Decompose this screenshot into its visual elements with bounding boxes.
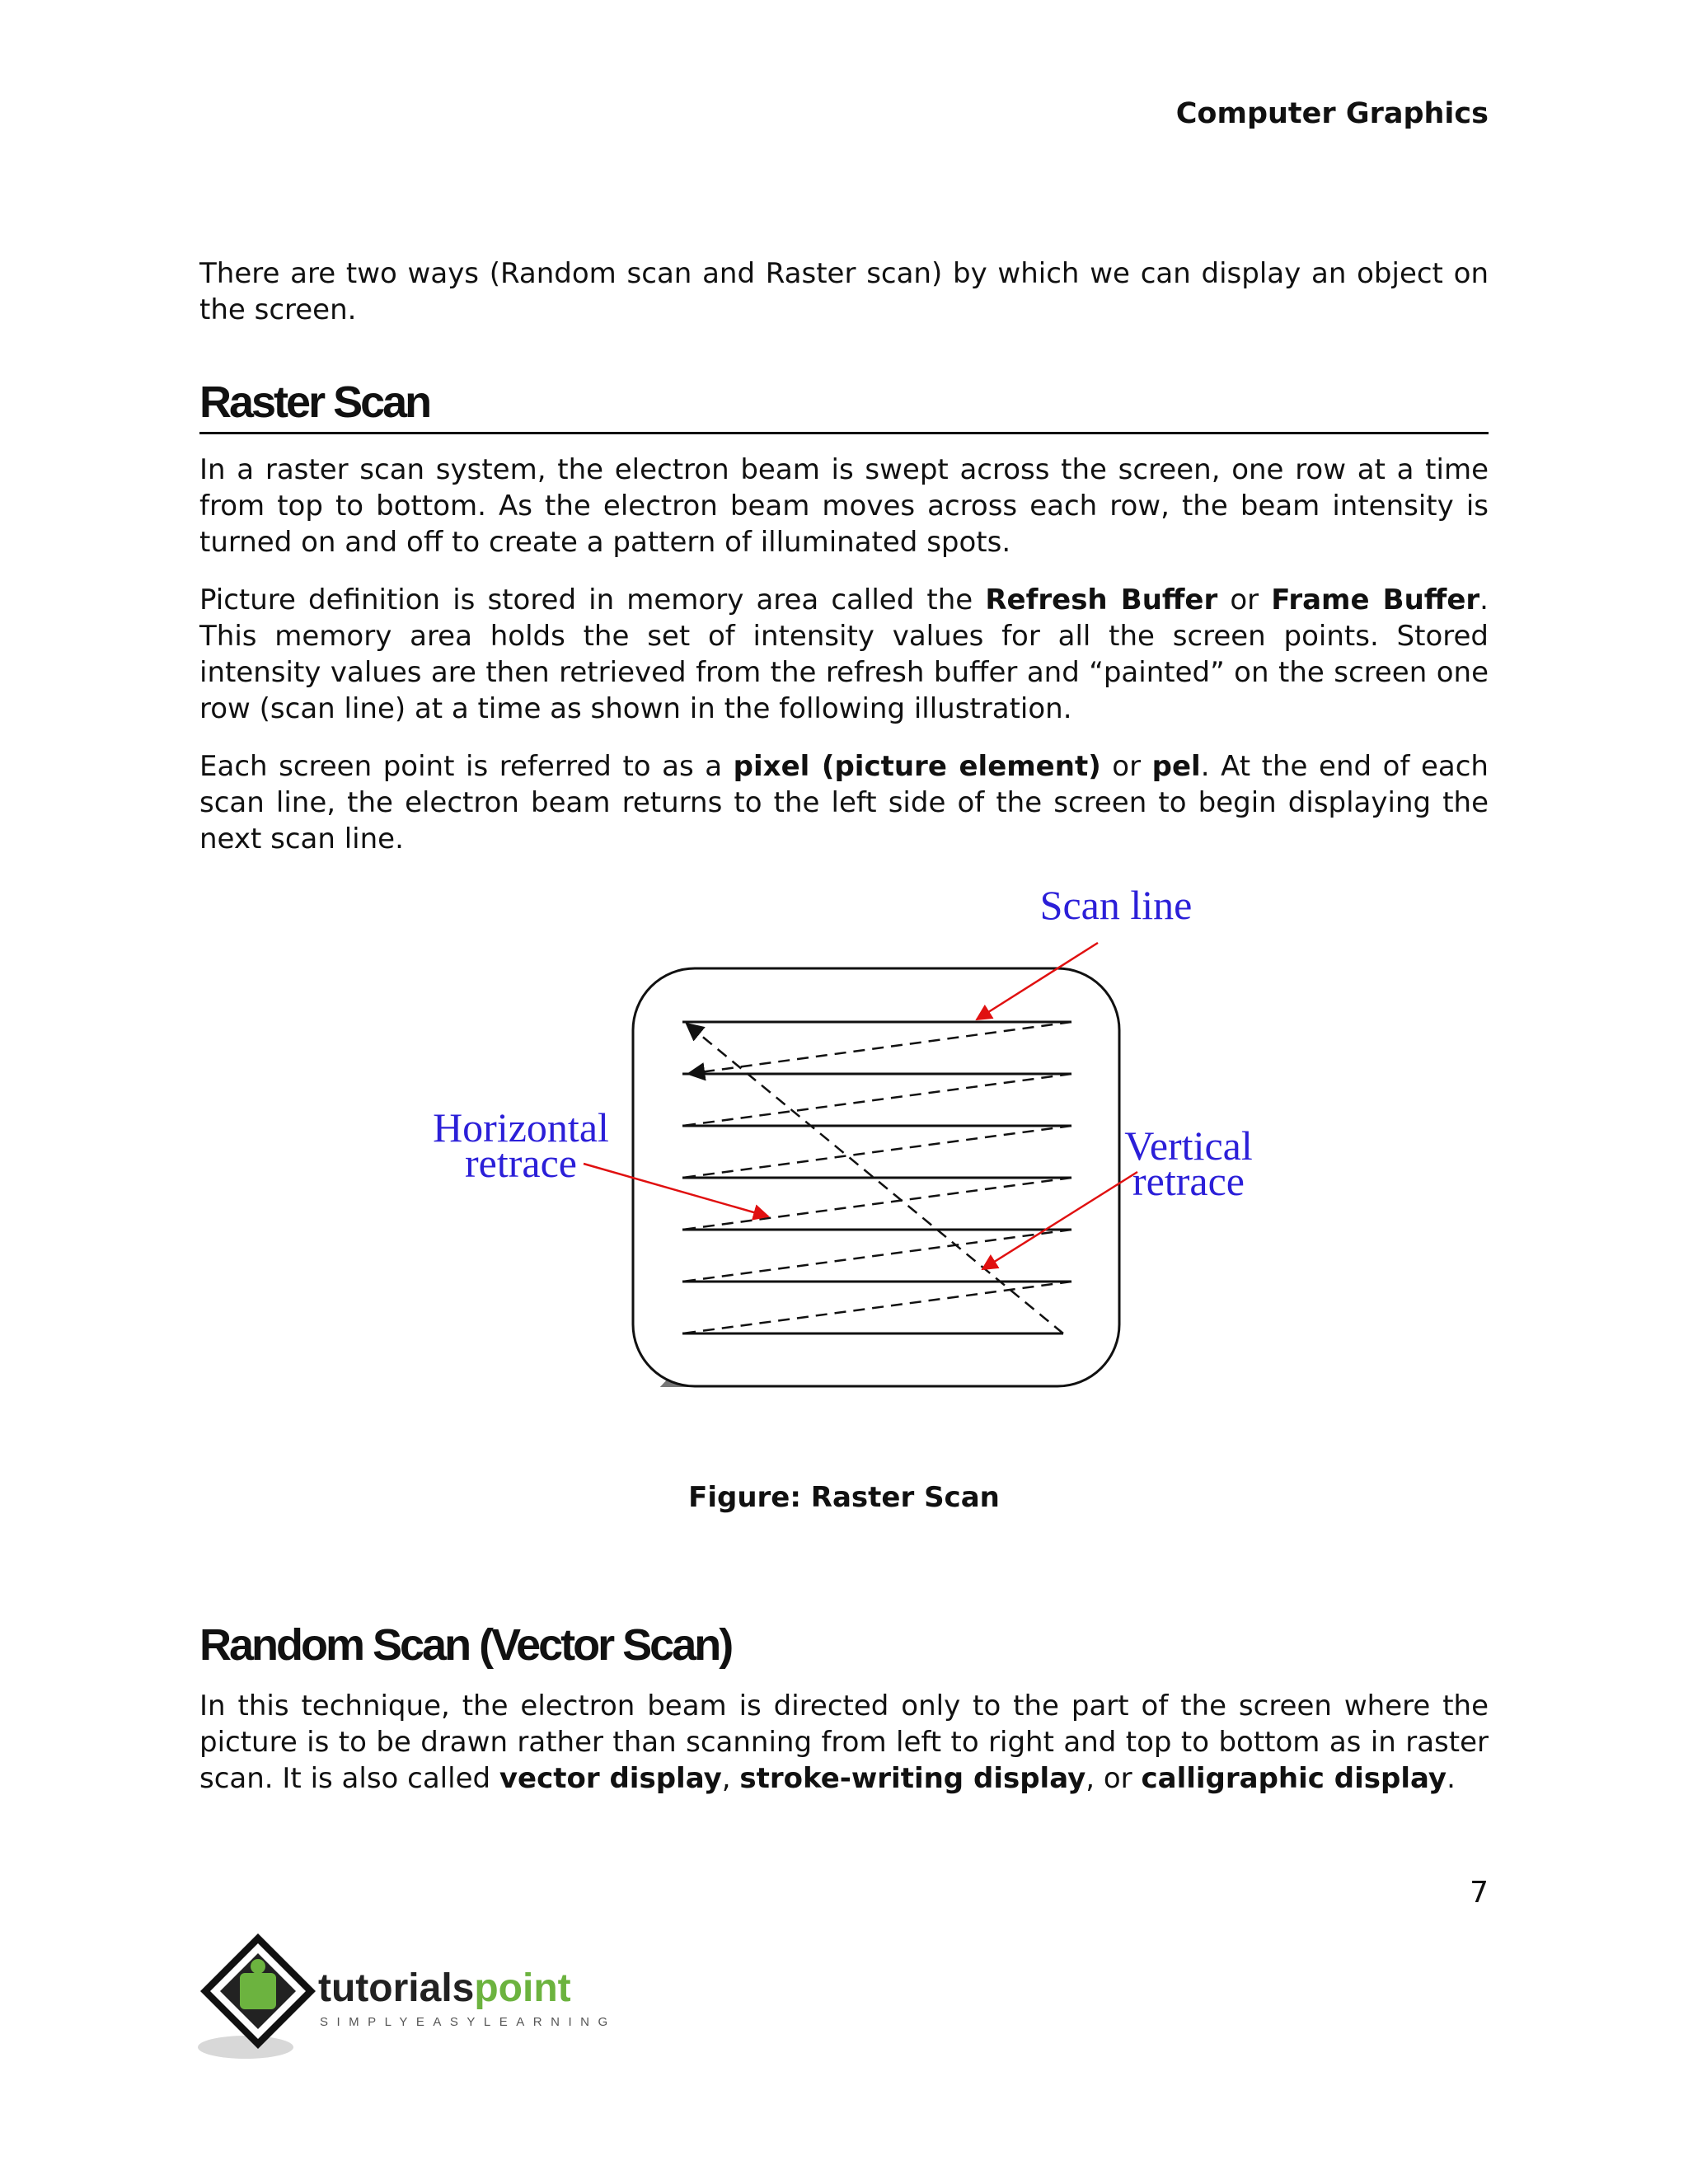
- person-head-icon: [251, 1959, 265, 1974]
- term-pixel: pixel (picture element): [733, 750, 1101, 783]
- term-pel: pel: [1151, 750, 1201, 783]
- term-calligraphic-display: calligraphic display: [1141, 1762, 1447, 1795]
- label-vertical-retrace: retrace: [1132, 1158, 1245, 1204]
- label-horizontal-retrace: retrace: [465, 1140, 577, 1186]
- logo-tagline: SIMPLYEASYLEARNING: [320, 2015, 617, 2029]
- label-horizontal: Horizontal: [433, 1104, 609, 1151]
- running-header: Computer Graphics: [1175, 97, 1489, 130]
- raster-paragraph-3: Each screen point is referred to as a pixel (picture element) or pel. At the end of each scan line, the electron beam returns to the left side of the screen to begin displaying the next scan line.: [199, 750, 1489, 855]
- figure-caption: Figure: Raster Scan: [688, 1481, 1000, 1514]
- label-scan-line: Scan line: [1039, 882, 1193, 928]
- random-paragraph-1: In this technique, the electron beam is directed only to the part of the screen where the picture is to be drawn rather than scanning from left to right and top to bottom as in raster scan. It is also called vector display, stroke-writing display, or calligraphic display.: [199, 1690, 1489, 1795]
- term-frame-buffer: Frame Buffer: [1271, 583, 1480, 616]
- raster-paragraph-2: Picture definition is stored in memory area called the Refresh Buffer or Frame Buffer. This memory area holds the set of intensity values for all the screen points. Stored intensity values are then retrieved from the refresh buffer and “painted” on the screen one row (scan line) at a time as shown in the following illustration.: [199, 583, 1489, 725]
- term-stroke-writing-display: stroke-writing display: [739, 1762, 1086, 1795]
- logo-name: tutorialspoint: [318, 1966, 571, 2010]
- label-vertical: Vertical: [1124, 1122, 1253, 1169]
- raster-scan-heading: Raster Scan: [199, 377, 430, 427]
- heading-rule: [199, 432, 1489, 434]
- term-vector-display: vector display: [499, 1762, 722, 1795]
- logo-shadow: [198, 2036, 293, 2059]
- tutorialspoint-logo: [196, 1932, 625, 2064]
- page-number: 7: [1470, 1876, 1489, 1910]
- term-refresh-buffer: Refresh Buffer: [985, 583, 1218, 616]
- book-icon: [240, 1973, 276, 2009]
- raster-paragraph-1: In a raster scan system, the electron beam is swept across the screen, one row at a time from top to bottom. As the electron beam moves across each row, the beam intensity is turned on and off to create a pattern of illuminated spots.: [199, 453, 1489, 559]
- raster-scan-figure: [412, 882, 1286, 1475]
- intro-paragraph: There are two ways (Random scan and Raster scan) by which we can display an object on the screen.: [199, 257, 1489, 326]
- random-scan-heading: Random Scan (Vector Scan): [199, 1620, 732, 1670]
